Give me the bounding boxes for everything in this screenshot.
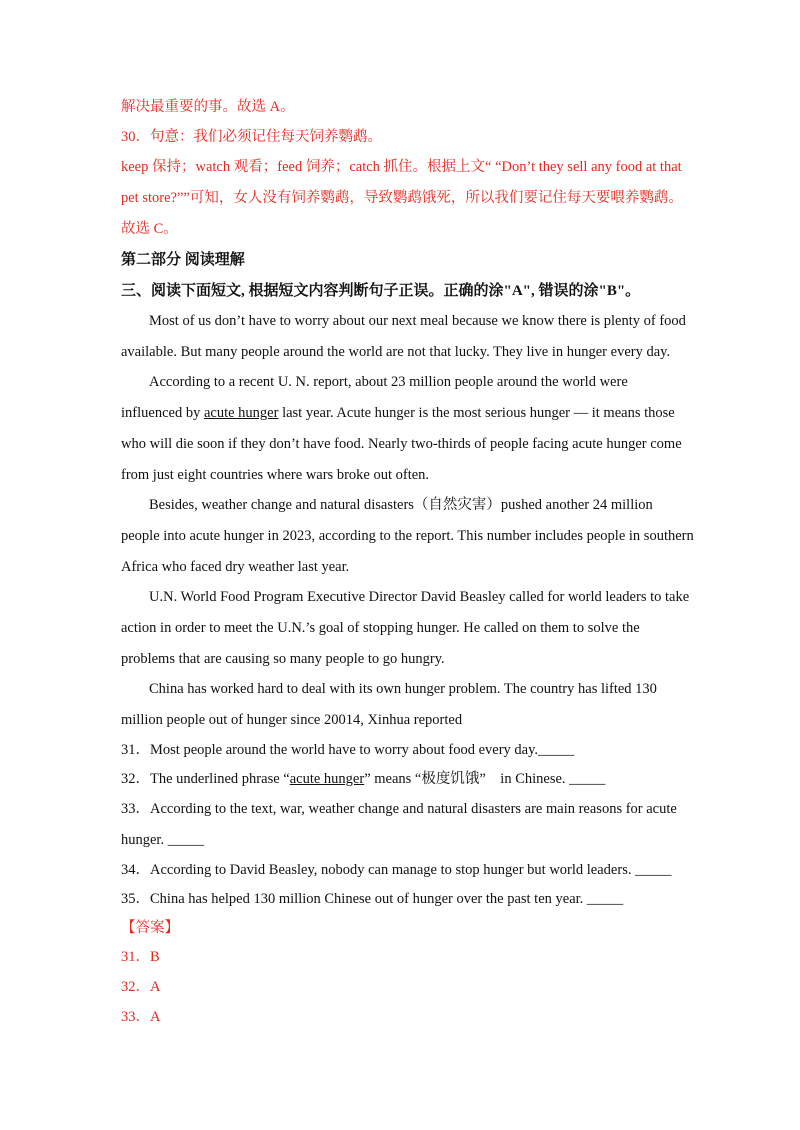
question-text: ” means “极度饥饿” in Chinese. _____ (364, 771, 606, 787)
question-32 (121, 769, 605, 789)
question-31: 31．Most people around the world have to worry about food every day._____ (121, 742, 575, 758)
question-34: 34．According to David Beasley, nobody can manage to stop hunger but world leaders. _____ (121, 862, 672, 878)
passage-line: China has worked hard to deal with its own hunger problem. The country has lifted 130 (149, 681, 657, 697)
question-33: 33．According to the text, war, weather change and natural disasters are main reasons for acute (121, 801, 677, 817)
underlined-phrase: acute hunger (203, 405, 279, 421)
passage-line: million people out of hunger since 20014, Xinhua reported (121, 712, 463, 728)
passage-line: U.N. World Food Program Executive Director David Beasley called for world leaders to take (149, 589, 690, 605)
question-35: 35．China has helped 130 million Chinese out of hunger over the past ten year. _____ (121, 891, 624, 907)
question-33-cont: hunger. _____ (121, 832, 204, 848)
part-title: 第二部分 阅读理解 (121, 252, 245, 268)
passage-line: available. But many people around the world are not that lucky. They live in hunger every day. (121, 344, 671, 360)
passage-line: Africa who faced dry weather last year. (121, 559, 350, 575)
passage-line: action in order to meet the U.N.’s goal of stopping hunger. He called on them to solve the (121, 620, 640, 636)
explanation-line: 30．句意：我们必须记住每天饲养鹦鹉。 (121, 129, 382, 145)
passage-text: influenced by (121, 405, 204, 421)
passage-text: last year. Acute hunger is the most serious hunger — it means those (278, 405, 675, 421)
passage-line: Besides, weather change and natural disasters（自然灾害）pushed another 24 million (149, 497, 653, 513)
explanation-line: 解决最重要的事。故选 A。 (121, 99, 295, 115)
passage-line: Most of us don’t have to worry about our next meal because we know there is plenty of food (149, 313, 686, 329)
section-instruction: 三、阅读下面短文, 根据短文内容判断句子正误。正确的涂"A", 错误的涂"B"。 (121, 283, 641, 299)
explanation-line: pet store?””可知，女人没有饲养鹦鹉，导致鹦鹉饿死，所以我们要记住每天要喂养鹦鹉。 (121, 190, 683, 206)
passage-line: problems that are causing so many people to go hungry. (121, 651, 445, 667)
passage-line: from just eight countries where wars broke out often. (121, 467, 430, 483)
passage-line (121, 403, 675, 423)
answer-33: 33．A (121, 1009, 161, 1025)
underlined-phrase: acute hunger (289, 771, 365, 787)
answer-32: 32．A (121, 979, 161, 995)
passage-line: who will die soon if they don’t have food. Nearly two-thirds of people facing acute hunger come (121, 436, 682, 452)
answer-31: 31．B (121, 949, 160, 965)
passage-line: people into acute hunger in 2023, according to the report. This number includes people in southern (121, 528, 694, 544)
answer-heading: 【答案】 (121, 920, 179, 936)
explanation-line: keep 保持；watch 观看；feed 饲养；catch 抓住。根据上文“ “Don’t they sell any food at that (121, 159, 682, 175)
explanation-line: 故选 C。 (121, 221, 178, 237)
passage-line: According to a recent U. N. report, about 23 million people around the world were (149, 374, 628, 390)
question-text: 32．The underlined phrase “ (121, 771, 290, 787)
